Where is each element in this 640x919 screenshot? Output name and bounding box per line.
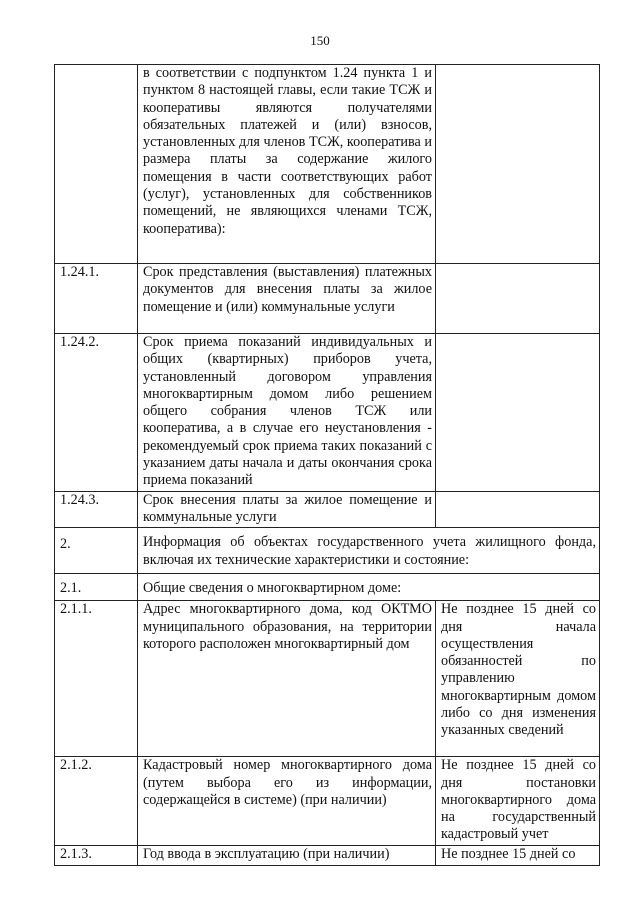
table-row [55,528,600,574]
row-text: Общие сведения о многоквартирном доме: [138,574,600,601]
row-deadline [436,334,600,492]
row-number: 2. [55,528,138,574]
row-number: 2.1.3. [55,845,138,865]
row-text: Адрес многоквартирного дома, код ОКТМО муниципального образования, на территории которого расположен многоквартирный дом [138,601,436,757]
row-text: Год ввода в эксплуатацию (при наличии) [138,845,436,865]
row-text: Срок внесения платы за жилое помещение и коммунальные услуги [138,491,436,528]
table-row [55,574,600,601]
row-text: Срок приема показаний индивидуальных и общих (квартирных) приборов учета, установленный договором управления многоквартирным домом либо решением общего собрания членов ТСЖ или кооператива, а в случае его неустановления - рекомендуемый срок приема таких показаний с указанием даты начала и даты окончания срока приема показаний [138,334,436,492]
table-row [55,264,600,334]
row-deadline: Не позднее 15 дней со дня постановки многоквартирного дома на государственный кадастровый учет [436,757,600,845]
row-number: 2.1.2. [55,757,138,845]
row-text: Информация об объектах государственного учета жилищного фонда, включая их технические характеристики и состояние: [138,528,600,574]
table-row [55,491,600,528]
table-row [55,65,600,264]
row-deadline [436,264,600,334]
row-text: Срок представления (выставления) платежных документов для внесения платы за жилое помещение и (или) коммунальные услуги [138,264,436,334]
row-number: 1.24.2. [55,334,138,492]
row-deadline [436,65,600,264]
table-row [55,845,600,865]
row-text: в соответствии с подпунктом 1.24 пункта 1 и пунктом 8 настоящей главы, если такие ТСЖ и кооперативы являются получателями обязательных платежей и (или) взносов, установленных для членов ТСЖ, кооператива и размера платы за содержание жилого помещения в части соответствующих работ (услуг), установленных для собственников помещений, не являющихся членами ТСЖ, кооператива): [138,65,436,264]
requirements-table [54,64,600,866]
row-number: 2.1. [55,574,138,601]
page-number: 150 [310,33,330,48]
row-number [55,65,138,264]
row-number: 1.24.3. [55,491,138,528]
row-number: 1.24.1. [55,264,138,334]
row-number: 2.1.1. [55,601,138,757]
table-row [55,601,600,757]
row-deadline: Не позднее 15 дней со дня начала осуществления обязанностей по управлению многоквартирным домом либо со дня изменения указанных сведений [436,601,600,757]
row-text: Кадастровый номер многоквартирного дома (путем выбора его из информации, содержащейся в системе) (при наличии) [138,757,436,845]
table-row [55,757,600,845]
table-row [55,334,600,492]
row-deadline [436,491,600,528]
row-deadline: Не позднее 15 дней со [436,845,600,865]
